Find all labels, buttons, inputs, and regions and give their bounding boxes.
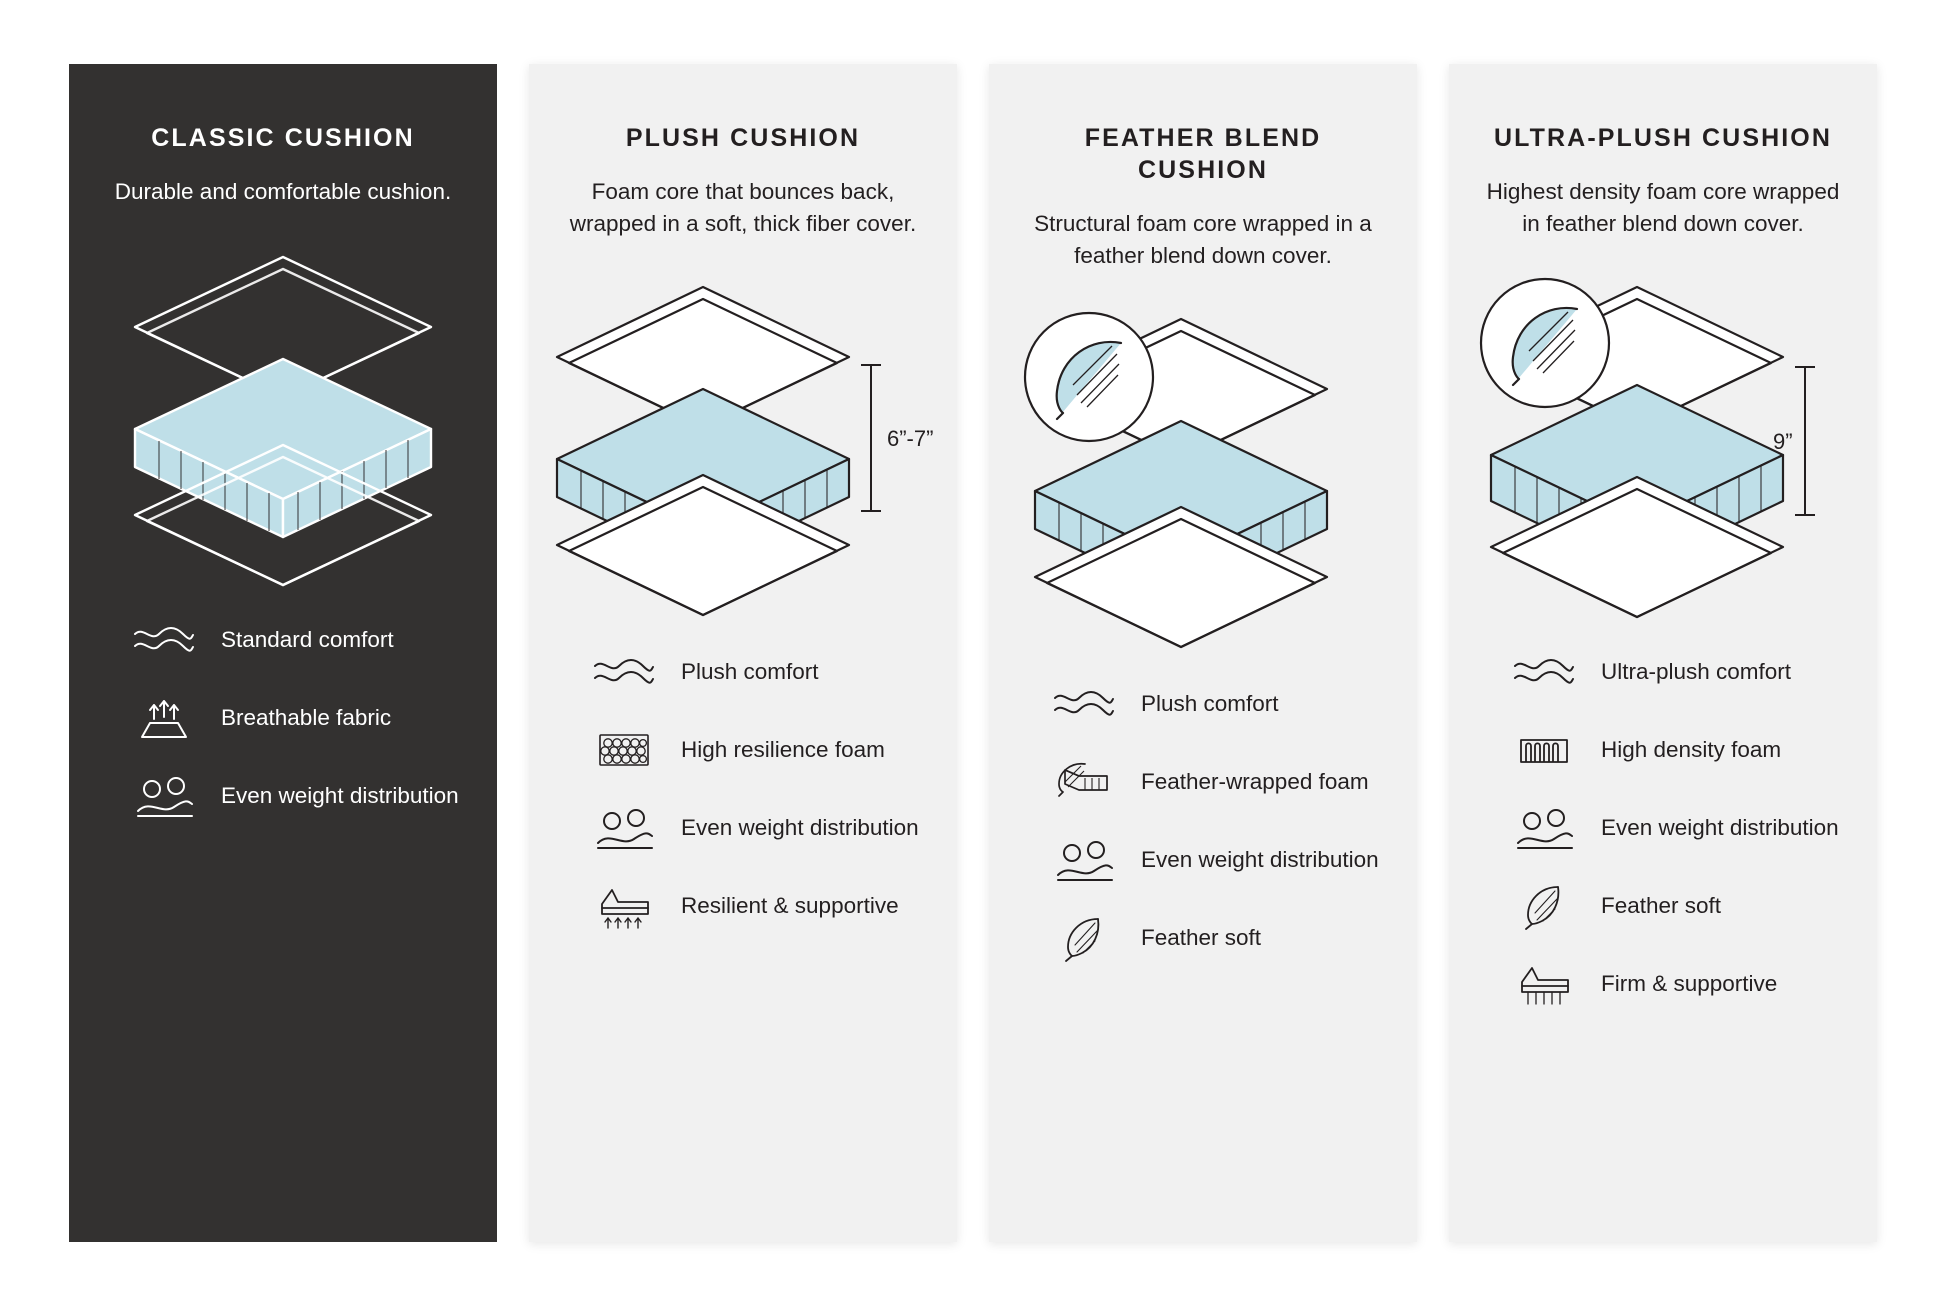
exploded-cushion-diagram (123, 249, 443, 579)
feature-item (585, 644, 923, 700)
feature-label: Even weight distribution (1601, 814, 1839, 840)
feature-item (1045, 754, 1383, 810)
even-weight-icon (125, 768, 203, 824)
even-weight-icon (585, 800, 663, 856)
feature-label: Even weight distribution (221, 782, 459, 808)
even-weight-icon (1505, 800, 1583, 856)
wave-icon (1045, 676, 1123, 732)
dimension-label: 9” (1773, 428, 1793, 454)
feature-item (1045, 676, 1383, 732)
feature-list (1483, 644, 1843, 1034)
feather-icon (1045, 910, 1123, 966)
wave-icon (1505, 644, 1583, 700)
card-description: Durable and comfortable cushion. (114, 179, 452, 204)
wave-icon (585, 644, 663, 700)
feature-item (1505, 722, 1843, 778)
cushion-illustration-plush (563, 266, 934, 626)
feather-wrapped-foam-icon (1045, 754, 1123, 810)
card-description: Highest density foam core wrapped in feather blend down cover. (1486, 179, 1840, 236)
foam-core-layer (135, 359, 431, 537)
feature-list (1023, 676, 1383, 988)
feature-label: Resilient & supportive (681, 892, 899, 918)
card-description: Structural foam core wrapped in a feather blend down cover. (1034, 211, 1372, 268)
feature-item (1505, 644, 1843, 700)
card-title: PLUSH CUSHION (625, 124, 861, 152)
feature-item (1505, 878, 1843, 934)
feature-item (585, 722, 923, 778)
feature-label: High resilience foam (681, 736, 885, 762)
feature-label: Even weight distribution (681, 814, 919, 840)
feather-badge (1025, 313, 1153, 441)
card-feather-blend-cushion (989, 64, 1417, 1242)
card-description: Foam core that bounces back, wrapped in a soft, thick fiber cover. (569, 179, 917, 236)
dimension-bracket (1795, 367, 1815, 515)
honeycomb-foam-icon (585, 722, 663, 778)
cushion-illustration-classic (103, 234, 463, 594)
feature-item (125, 612, 463, 668)
lounge-support-icon (1505, 956, 1583, 1012)
feature-label: Firm & supportive (1601, 970, 1778, 996)
feature-label: Plush comfort (1141, 690, 1279, 716)
feature-item (1045, 910, 1383, 966)
feature-item (1045, 832, 1383, 888)
card-title: CLASSIC CUSHION (151, 124, 415, 152)
exploded-cushion-diagram (1473, 281, 1853, 611)
card-classic-cushion (69, 64, 497, 1242)
feature-item (1505, 956, 1843, 1012)
feature-list (103, 612, 463, 846)
feature-item (125, 768, 463, 824)
feature-label: Breathable fabric (221, 704, 392, 730)
dimension-label: 6”-7” (887, 425, 934, 451)
feature-label: Feather soft (1141, 924, 1262, 950)
exploded-cushion-diagram (1013, 313, 1393, 643)
feather-icon (1505, 878, 1583, 934)
feature-label: Standard comfort (221, 626, 394, 652)
feature-item (1505, 800, 1843, 856)
feature-item (585, 878, 923, 934)
feature-label: High density foam (1601, 736, 1782, 762)
cushion-illustration-feather-blend (1023, 298, 1383, 658)
card-title: FEATHER BLEND CUSHION (1084, 124, 1322, 184)
density-foam-icon (1505, 722, 1583, 778)
wave-icon (125, 612, 203, 668)
feature-label: Feather-wrapped foam (1141, 768, 1369, 794)
feature-list (563, 644, 923, 956)
feature-label: Feather soft (1601, 892, 1722, 918)
dimension-bracket (861, 365, 881, 511)
feature-label: Plush comfort (681, 658, 819, 684)
feather-badge (1481, 279, 1609, 407)
card-title: ULTRA-PLUSH CUSHION (1493, 124, 1833, 152)
exploded-cushion-diagram (553, 281, 933, 611)
feature-item (585, 800, 923, 856)
feature-label: Even weight distribution (1141, 846, 1379, 872)
card-ultra-plush-cushion (1449, 64, 1877, 1242)
card-plush-cushion (529, 64, 957, 1242)
feature-item (125, 690, 463, 746)
even-weight-icon (1045, 832, 1123, 888)
lounge-support-icon (585, 878, 663, 934)
cushion-illustration-ultra-plush (1483, 266, 1843, 626)
breathable-fabric-icon (125, 690, 203, 746)
feature-label: Ultra-plush comfort (1601, 658, 1792, 684)
